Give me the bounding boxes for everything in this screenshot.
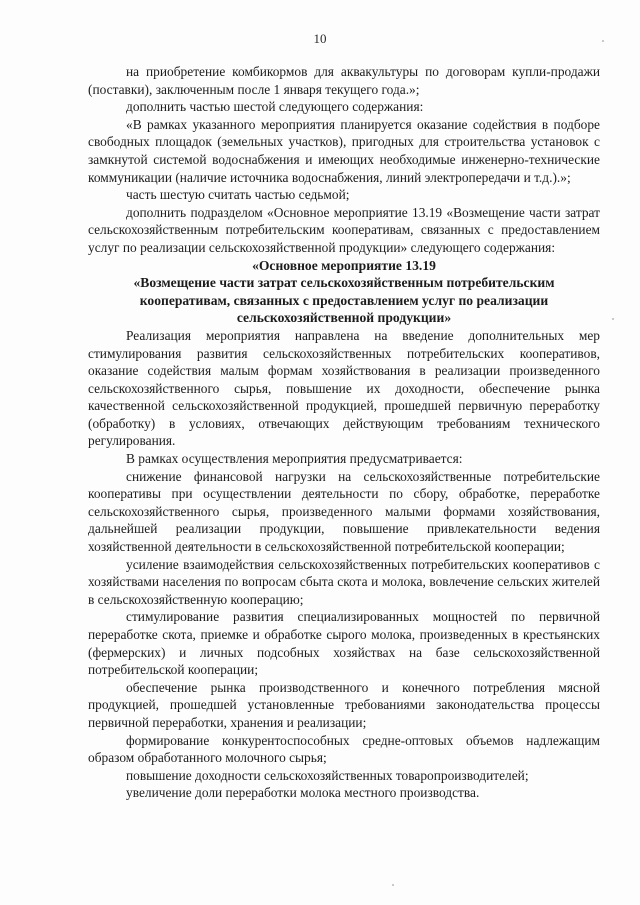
list-item-profitability: повышение доходности сельскохозяйственных товаропроизводителей; [126, 767, 529, 783]
list-item-interaction: усиление взаимодействия сельскохозяйственных потребительских кооперативов с хозяйствами населения по вопросам сбыта скота и молока, вовлечение сельских жителей в сельскохозяйственную кооперацию; [88, 556, 600, 607]
paragraph-land-plots: «В рамках указанного мероприятия планируется оказание содействия в подборе свободных площадок (земельных участков), пригодных для строительства установок с замкнутой системой водоснабжения и имеющих необходимые инженерно-технические коммуникации (наличие источника водоснабжения, линий электропередачи и т.д.).»; [88, 116, 600, 185]
paragraph-renumber-part: часть шестую считать частью седьмой; [126, 187, 350, 203]
paragraph-measure-purpose: Реализация мероприятия направлена на введение дополнительных мер стимулирования развития сельскохозяйственных потребительских кооперативов, оказание содействия малым формам хозяйствования в реализации произведенного сельскохозяйственного сырья, повышение их доходности, обеспечение рынка качественной сельскохозяйственной продукцией, прошедшей первичную переработку (обработку) в условиях, отвечающих действующим требованиям технического регулирования. [88, 327, 600, 449]
document-body [88, 63, 600, 802]
list-item-milk-processing-share: увеличение доли переработки молока местного производства. [126, 785, 480, 801]
list-item-milk-volumes: формирование конкурентоспособных средне-оптовых объемов надлежащим образом обработанного молочного сырья; [88, 732, 600, 766]
paragraph-measure-intro: В рамках осуществления мероприятия предусматривается: [126, 451, 463, 467]
paragraph-add-part-six: дополнить частью шестой следующего содержания: [126, 99, 424, 115]
section-heading: «Основное мероприятие 13.19 [252, 257, 436, 273]
list-item-processing-capacity: стимулирование развития специализированных мощностей по первичной переработке скота, приемке и обработке сырого молока, произведенных в крестьянских (фермерских) и личных подсобных хозяйствах на базе сельскохозяйственной потребительской кооперации; [88, 609, 600, 678]
list-item-meat-market: обеспечение рынка производственного и конечного потребления мясной продукцией, прошедшей установленные требованиями законодательства процессы первичной переработки, хранения и реализации; [88, 679, 600, 730]
scan-speck [612, 318, 614, 320]
scan-speck [392, 884, 394, 886]
scan-speck [602, 40, 604, 42]
paragraph-purchase-feed: на приобретение комбикормов для аквакультуры по договорам купли-продажи (поставки), заключенным после 1 января текущего года.»; [88, 64, 600, 97]
page-number: 10 [313, 31, 327, 46]
paragraph-add-subsection: дополнить подразделом «Основное мероприятие 13.19 «Возмещение части затрат сельскохозяйственным потребительским кооперативам, связанных с предоставлением услуг по реализации сельскохозяйственной продукции» следующего содержания: [88, 204, 600, 255]
list-item-financial-burden: снижение финансовой нагрузки на сельскохозяйственные потребительские кооперативы при осуществлении деятельности по сбору, обработке, переработке сельскохозяйственного сырья, произведенного малыми формами хозяйствования, дальнейшей реализации продукции, повышение привлекательности ведения хозяйственной деятельности в сельскохозяйственной потребительской кооперации; [88, 468, 600, 555]
section-subheading: «Возмещение части затрат сельскохозяйственным потребительским кооперативам, связанных с предоставлением услуг по реализации сельскохозяйственной продукции» [133, 275, 555, 326]
